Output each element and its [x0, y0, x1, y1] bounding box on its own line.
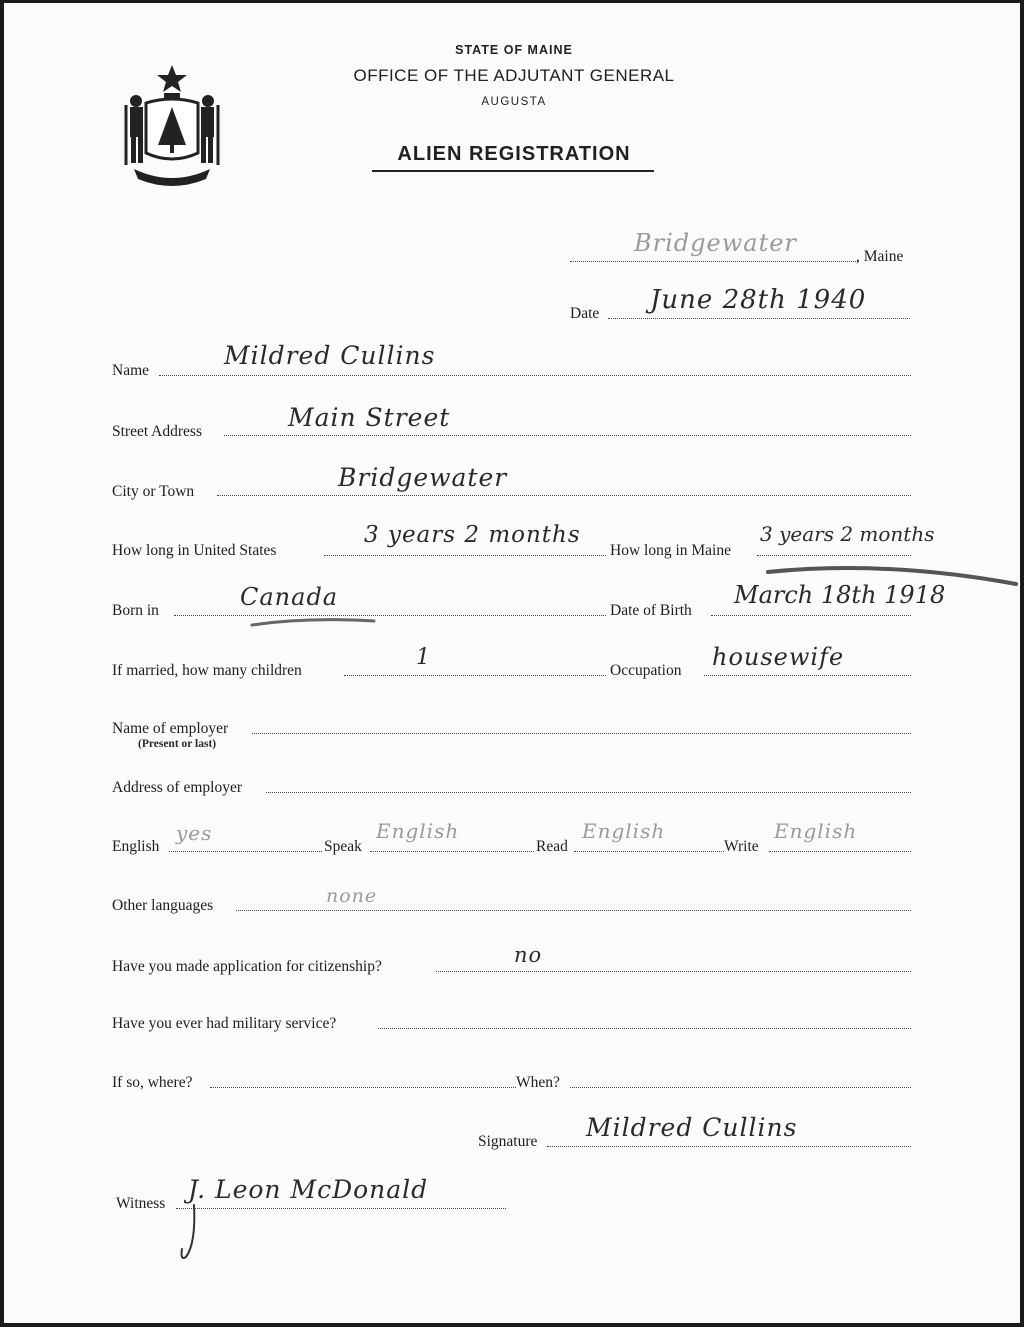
town-entry: Bridgewater — [634, 229, 797, 257]
born-in-label: Born in — [112, 602, 159, 619]
city-line — [217, 495, 911, 496]
other-languages-label: Other languages — [112, 897, 214, 914]
employer-name-line — [252, 733, 911, 734]
occupation-label: Occupation — [610, 662, 682, 679]
witness-flourish — [174, 1203, 204, 1263]
how-long-maine-line — [757, 555, 911, 556]
children-entry: 1 — [416, 645, 431, 670]
born-in-entry: Canada — [240, 583, 339, 611]
how-long-us-entry: 3 years 2 months — [364, 522, 581, 548]
witness-entry: J. Leon McDonald — [188, 1175, 429, 1204]
read-label: Read — [536, 838, 568, 855]
street-label: Street Address — [112, 423, 202, 440]
occupation-entry: housewife — [712, 643, 845, 671]
registration-form — [4, 3, 1020, 1323]
city-entry: Bridgewater — [338, 463, 508, 492]
english-entry: yes — [176, 821, 213, 845]
military-line — [378, 1028, 911, 1029]
employer-note: (Present or last) — [138, 738, 217, 750]
dob-entry: March 18th 1918 — [734, 581, 946, 609]
date-line — [608, 318, 910, 319]
signature-entry: Mildred Cullins — [586, 1113, 798, 1142]
citizenship-line — [436, 971, 911, 972]
speak-entry: English — [376, 819, 460, 843]
employer-address-label: Address of employer — [112, 779, 242, 796]
date-entry: June 28th 1940 — [650, 285, 867, 315]
other-languages-line — [236, 910, 911, 911]
employer-name-label: Name of employer — [112, 720, 229, 737]
title-underline — [372, 170, 654, 172]
dob-label: Date of Birth — [610, 602, 692, 619]
read-line — [574, 851, 724, 852]
speak-line — [370, 851, 534, 852]
english-label: English — [112, 838, 160, 855]
name-label: Name — [112, 362, 150, 379]
date-label: Date — [570, 305, 600, 322]
other-languages-entry: none — [326, 885, 378, 907]
maine-label: , Maine — [856, 248, 904, 265]
signature-line — [547, 1146, 911, 1147]
when-line — [570, 1087, 911, 1088]
write-label: Write — [724, 838, 759, 855]
signature-label: Signature — [478, 1133, 538, 1150]
speak-label: Speak — [324, 838, 362, 855]
where-label: If so, where? — [112, 1074, 193, 1091]
military-label: Have you ever had military service? — [112, 1015, 337, 1032]
english-line — [169, 851, 322, 852]
city-heading: AUGUSTA — [481, 96, 547, 108]
write-line — [769, 851, 911, 852]
witness-line — [176, 1208, 506, 1209]
state-heading: STATE OF MAINE — [455, 43, 573, 57]
when-label: When? — [516, 1074, 560, 1091]
city-label: City or Town — [112, 483, 195, 500]
state-seal-icon — [116, 61, 228, 189]
witness-label: Witness — [116, 1195, 166, 1212]
how-long-maine-label: How long in Maine — [610, 542, 731, 559]
street-line — [224, 435, 911, 436]
form-title: ALIEN REGISTRATION — [397, 143, 631, 165]
dob-line — [711, 615, 911, 616]
how-long-us-label: How long in United States — [112, 542, 277, 559]
how-long-us-line — [324, 555, 606, 556]
town-line — [570, 261, 858, 262]
citizenship-entry: no — [514, 943, 543, 967]
office-heading: OFFICE OF THE ADJUTANT GENERAL — [353, 66, 675, 85]
name-line — [159, 375, 911, 376]
born-in-line — [174, 615, 606, 616]
born-in-underline — [248, 615, 378, 631]
children-line — [344, 675, 606, 676]
street-entry: Main Street — [288, 403, 451, 432]
where-line — [210, 1087, 516, 1088]
read-entry: English — [582, 819, 666, 843]
children-label: If married, how many children — [112, 662, 302, 679]
write-entry: English — [774, 819, 858, 843]
how-long-maine-entry: 3 years 2 months — [760, 522, 935, 546]
occupation-line — [704, 675, 911, 676]
citizenship-label: Have you made application for citizenship? — [112, 958, 382, 975]
employer-address-line — [266, 792, 911, 793]
name-entry: Mildred Cullins — [224, 341, 436, 370]
